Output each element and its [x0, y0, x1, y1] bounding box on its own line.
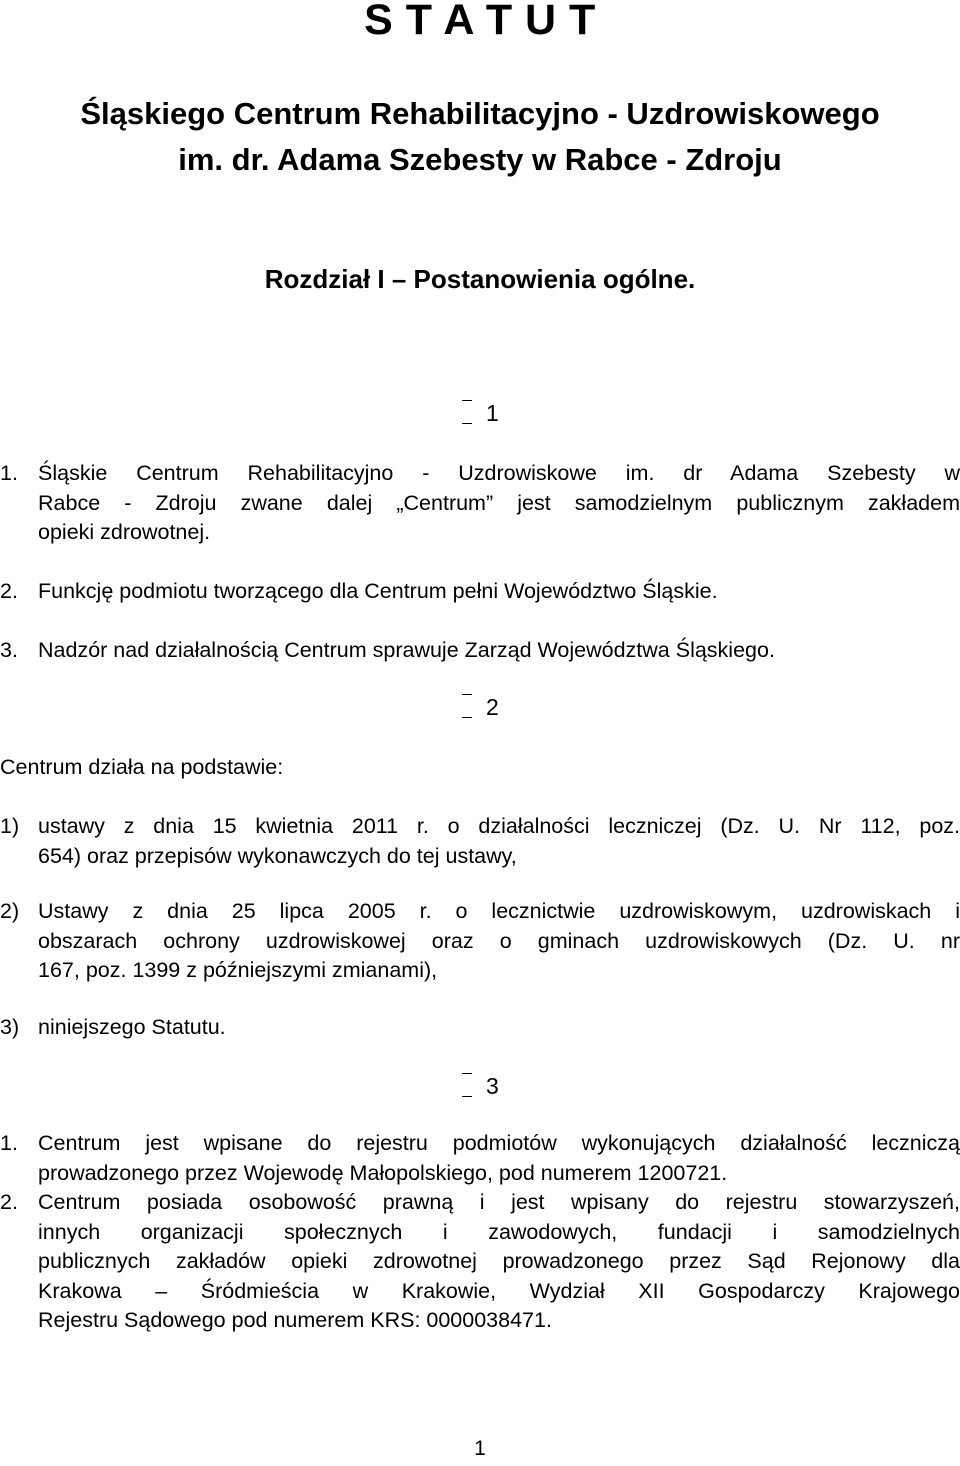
section-1-item-1	[0, 459, 960, 549]
subtitle-line-1: Śląskiego Centrum Rehabilitacyjno - Uzdrowiskowego	[80, 96, 880, 131]
item-line: Nadzór nad działalnością Centrum sprawuje Zarząd Województwa Śląskiego.	[38, 638, 775, 662]
item-number: 3)	[0, 1015, 20, 1039]
section-3-heading	[462, 1073, 499, 1100]
item-line: publicznych zakładów opieki zdrowotnej prowadzonego przez Sąd Rejonowy dla	[38, 1249, 960, 1273]
item-line: 167, poz. 1399 z późniejszymi zmianami),	[38, 958, 438, 982]
subtitle-line-2: im. dr. Adama Szebesty w Rabce - Zdroju	[178, 142, 782, 177]
item-number: 1.	[0, 461, 18, 485]
item-line: Rabce - Zdroju zwane dalej „Centrum” jest samodzielnym publicznym zakładem	[38, 490, 960, 515]
section-2-heading	[462, 694, 499, 721]
item-line: Śląskie Centrum Rehabilitacyjno - Uzdrowiskowe im. dr Adama Szebesty w	[38, 461, 960, 485]
item-number: 3.	[0, 638, 18, 662]
item-line: Centrum posiada osobowość prawną i jest wpisany do rejestru stowarzyszeń,	[38, 1190, 960, 1214]
item-number: 1)	[0, 814, 20, 838]
item-line: Funkcję podmiotu tworzącego dla Centrum pełni Województwo Śląskie.	[38, 579, 718, 603]
paragraph-sign-icon	[462, 1073, 472, 1097]
item-line: Centrum jest wpisane do rejestru podmiotów wykonujących działalność leczniczą	[38, 1131, 960, 1155]
section-number: 3	[486, 1073, 499, 1099]
item-number: 2.	[0, 579, 18, 603]
item-line: 654) oraz przepisów wykonawczych do tej ustawy,	[38, 843, 517, 868]
document-title: S T A T U T	[364, 0, 596, 44]
item-line: niniejszego Statutu.	[38, 1015, 226, 1039]
item-number: 1.	[0, 1131, 18, 1155]
item-line: ustawy z dnia 15 kwietnia 2011 r. o działalności leczniczej (Dz. U. Nr 112, poz.	[38, 814, 960, 838]
item-line: Rejestru Sądowego pod numerem KRS: 0000038471.	[38, 1308, 552, 1332]
item-line: innych organizacji społecznych i zawodowych, fundacji i samodzielnych	[38, 1219, 960, 1244]
paragraph-sign-icon	[462, 400, 472, 424]
item-line: obszarach ochrony uzdrowiskowej oraz o gminach uzdrowiskowych (Dz. U. nr	[38, 928, 960, 953]
chapter-heading: Rozdział I – Postanowienia ogólne.	[264, 264, 696, 294]
section-number: 1	[486, 400, 499, 426]
paragraph-sign-icon	[462, 694, 472, 718]
item-number: 2.	[0, 1190, 18, 1214]
item-line: Krakowa – Śródmieścia w Krakowie, Wydział XII Gospodarczy Krajowego	[38, 1278, 960, 1303]
section-1-heading	[462, 400, 499, 427]
section-number: 2	[486, 694, 499, 720]
section-2-intro: Centrum działa na podstawie:	[0, 755, 284, 779]
item-line: opieki zdrowotnej.	[38, 520, 211, 544]
item-number: 2)	[0, 899, 20, 923]
page-number: 1	[474, 1437, 486, 1460]
item-line: prowadzonego przez Wojewodę Małopolskiego, pod numerem 1200721.	[38, 1160, 728, 1185]
item-line: Ustawy z dnia 25 lipca 2005 r. o lecznictwie uzdrowiskowym, uzdrowiskach i	[38, 899, 960, 923]
